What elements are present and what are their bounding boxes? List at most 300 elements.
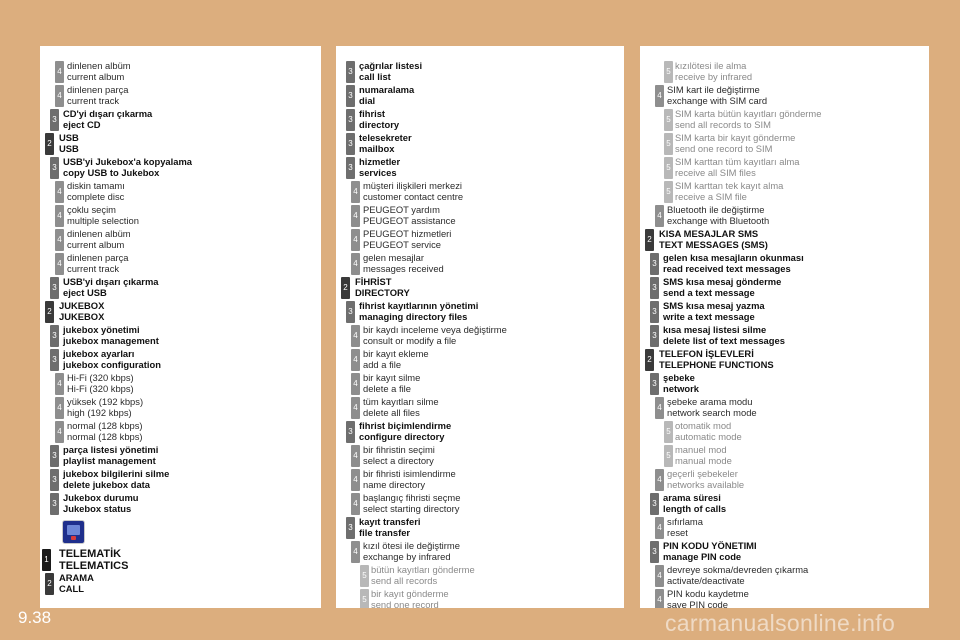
menu-entry-text — [63, 324, 159, 347]
label-turkish: çağrılar listesi — [359, 60, 423, 71]
label-english: add a file — [363, 359, 402, 371]
menu-entry-text — [663, 372, 699, 395]
menu-entry-text — [359, 108, 399, 131]
level-badge: 3 — [346, 421, 355, 443]
menu-entry — [40, 85, 321, 108]
menu-entry-text — [67, 60, 131, 83]
label-turkish: telesekreter — [359, 132, 412, 143]
level-badge: 3 — [650, 253, 659, 275]
menu-entry-text — [359, 516, 421, 539]
label-turkish: şebeke arama modu — [667, 396, 753, 407]
label-turkish: bir kayıt ekleme — [363, 348, 429, 359]
menu-entry-text — [371, 564, 475, 587]
level-badge: 4 — [351, 325, 360, 347]
level-badge: 3 — [346, 301, 355, 323]
label-english: receive by infrared — [675, 71, 753, 83]
label-english: normal (128 kbps) — [67, 431, 143, 443]
menu-entry-text — [675, 108, 821, 131]
menu-entry — [640, 397, 929, 420]
level-badge: 5 — [664, 133, 673, 155]
label-english: automatic mode — [675, 431, 742, 443]
label-turkish: CD'yi dışarı çıkarma — [63, 108, 153, 119]
unit-screen — [67, 525, 80, 535]
menu-entry — [640, 277, 929, 300]
level-badge: 4 — [55, 253, 64, 275]
menu-entry-text — [675, 60, 752, 83]
label-turkish: dinlenen parça — [67, 84, 129, 95]
level-badge: 4 — [351, 349, 360, 371]
menu-entry — [336, 61, 624, 84]
label-turkish: SMS kısa mesaj yazma — [663, 300, 765, 311]
level-badge: 3 — [50, 469, 59, 491]
label-turkish: FİHRİST — [355, 276, 392, 287]
menu-entry — [40, 349, 321, 372]
menu-entry — [336, 229, 624, 252]
level-badge: 5 — [664, 61, 673, 83]
menu-entry-text — [675, 180, 783, 203]
level-badge: 5 — [664, 157, 673, 179]
label-english: receive all SIM files — [675, 167, 756, 179]
label-english: delete a file — [363, 383, 411, 395]
label-turkish: fihrist biçimlendirme — [359, 420, 452, 431]
label-english: jukebox management — [63, 335, 159, 347]
level-badge: 4 — [55, 421, 64, 443]
label-turkish: PEUGEOT hizmetleri — [363, 228, 452, 239]
label-turkish: arama süresi — [663, 492, 721, 503]
label-english: exchange with SIM card — [667, 95, 768, 107]
label-english: PEUGEOT assistance — [363, 215, 456, 227]
menu-entry-text — [363, 252, 444, 275]
menu-column-1 — [40, 46, 321, 608]
menu-entry-text — [667, 564, 808, 587]
label-english: services — [359, 167, 397, 179]
menu-entry — [40, 573, 321, 596]
label-english: eject USB — [63, 287, 107, 299]
level-badge: 2 — [645, 229, 654, 251]
menu-entry — [40, 205, 321, 228]
label-english: network — [663, 383, 699, 395]
label-turkish: çoklu seçim — [67, 204, 116, 215]
label-english: TELEPHONE FUNCTIONS — [659, 359, 774, 371]
label-english: directory — [359, 119, 400, 131]
label-turkish: PEUGEOT yardım — [363, 204, 440, 215]
menu-entry — [640, 469, 929, 492]
menu-entry — [336, 253, 624, 276]
label-english: send one record — [371, 599, 439, 608]
label-turkish: manuel mod — [675, 444, 727, 455]
menu-entry-text — [663, 324, 785, 347]
level-badge: 4 — [351, 253, 360, 275]
label-turkish: bir fihristin seçimi — [363, 444, 435, 455]
menu-entry-text — [59, 548, 128, 572]
menu-entry-text — [663, 300, 765, 323]
label-turkish: normal (128 kbps) — [67, 420, 143, 431]
menu-entry — [336, 133, 624, 156]
label-english: manage PIN code — [663, 551, 742, 563]
menu-entry — [336, 349, 624, 372]
menu-entry — [336, 517, 624, 540]
label-english: current track — [67, 263, 120, 275]
label-turkish: TELEFON İŞLEVLERİ — [659, 348, 754, 359]
label-turkish: devreye sokma/devreden çıkarma — [667, 564, 809, 575]
label-english: TEXT MESSAGES (SMS) — [659, 239, 768, 251]
menu-entry — [336, 109, 624, 132]
menu-entry-text — [59, 132, 79, 155]
menu-entry-text — [363, 444, 435, 467]
menu-entry — [40, 181, 321, 204]
menu-entry-text — [667, 468, 744, 491]
level-badge: 3 — [346, 109, 355, 131]
menu-entry-text — [359, 84, 414, 107]
level-badge: 4 — [55, 373, 64, 395]
label-turkish: JUKEBOX — [59, 300, 105, 311]
menu-entry-text — [663, 252, 804, 275]
menu-entry-text — [359, 420, 451, 443]
label-english: TELEMATICS — [59, 560, 129, 572]
menu-entry — [40, 397, 321, 420]
level-badge: 3 — [346, 85, 355, 107]
telematics-unit-icon — [62, 520, 85, 544]
menu-entry — [40, 133, 321, 156]
label-turkish: diskin tamamı — [67, 180, 125, 191]
menu-entry — [40, 109, 321, 132]
menu-entry — [336, 157, 624, 180]
level-badge: 3 — [650, 373, 659, 395]
level-badge: 3 — [346, 61, 355, 83]
label-turkish: bir kayıt gönderme — [371, 588, 449, 599]
level-badge: 2 — [341, 277, 350, 299]
level-badge: 2 — [45, 573, 54, 595]
level-badge: 2 — [45, 133, 54, 155]
label-english: send a text message — [663, 287, 755, 299]
label-english: call list — [359, 71, 391, 83]
label-turkish: USB — [59, 132, 79, 143]
label-turkish: USB'yi dışarı çıkarma — [63, 276, 159, 287]
menu-entry-text — [667, 588, 749, 608]
label-turkish: bir fihristi isimlendirme — [363, 468, 456, 479]
label-turkish: fihrist — [359, 108, 386, 119]
label-english: configure directory — [359, 431, 445, 443]
label-turkish: bir kayıt silme — [363, 372, 421, 383]
label-turkish: dinlenen albüm — [67, 60, 131, 71]
level-badge: 3 — [346, 133, 355, 155]
level-badge: 4 — [351, 397, 360, 419]
menu-entry — [336, 85, 624, 108]
level-badge: 3 — [50, 157, 59, 179]
label-turkish: tüm kayıtları silme — [363, 396, 439, 407]
menu-entry — [336, 421, 624, 444]
menu-entry-text — [675, 420, 742, 443]
level-badge: 4 — [655, 397, 664, 419]
label-turkish: şebeke — [663, 372, 695, 383]
level-badge: 4 — [55, 229, 64, 251]
menu-entry — [640, 445, 929, 468]
label-english: current album — [67, 239, 125, 251]
menu-entry — [40, 421, 321, 444]
page-number: 9.38 — [18, 608, 52, 627]
level-badge: 2 — [45, 301, 54, 323]
menu-entry-text — [363, 540, 460, 563]
menu-entry-text — [359, 300, 478, 323]
menu-entry — [40, 445, 321, 468]
menu-entry — [640, 421, 929, 444]
level-badge: 3 — [650, 277, 659, 299]
label-english: mailbox — [359, 143, 395, 155]
label-english: network search mode — [667, 407, 757, 419]
label-english: messages received — [363, 263, 444, 275]
label-english: eject CD — [63, 119, 101, 131]
menu-entry-text — [363, 228, 451, 251]
label-turkish: SIM kart ile değiştirme — [667, 84, 760, 95]
menu-entry-text — [67, 372, 134, 395]
label-turkish: parça listesi yönetimi — [63, 444, 159, 455]
menu-entry — [336, 541, 624, 564]
label-turkish: sıfırlama — [667, 516, 703, 527]
level-badge: 3 — [346, 157, 355, 179]
label-turkish: PIN KODU YÖNETIMI — [663, 540, 757, 551]
level-badge: 4 — [351, 205, 360, 227]
level-badge: 5 — [360, 565, 369, 587]
level-badge: 5 — [664, 421, 673, 443]
menu-entry — [40, 373, 321, 396]
level-badge: 1 — [42, 549, 51, 571]
label-turkish: müşteri ilişkileri merkezi — [363, 180, 462, 191]
menu-entry-text — [363, 324, 507, 347]
label-english: delete all files — [363, 407, 420, 419]
level-badge: 3 — [50, 349, 59, 371]
level-badge: 4 — [55, 181, 64, 203]
label-english: write a text message — [663, 311, 755, 323]
level-badge: 4 — [55, 61, 64, 83]
menu-entry — [40, 469, 321, 492]
label-english: dial — [359, 95, 376, 107]
label-english: PEUGEOT service — [363, 239, 441, 251]
label-turkish: SIM karta bir kayıt gönderme — [675, 132, 796, 143]
label-english: receive a SIM file — [675, 191, 747, 203]
level-badge: 4 — [655, 565, 664, 587]
menu-entry — [40, 493, 321, 516]
level-badge: 4 — [55, 205, 64, 227]
menu-entry-text — [667, 396, 757, 419]
label-turkish: SIM karta bütün kayıtları gönderme — [675, 108, 822, 119]
level-badge: 4 — [351, 541, 360, 563]
label-turkish: kayıt transferi — [359, 516, 421, 527]
menu-entry — [640, 493, 929, 516]
menu-entry — [640, 85, 929, 108]
level-badge: 4 — [351, 373, 360, 395]
menu-entry-text — [363, 348, 429, 371]
label-turkish: Hi-Fi (320 kbps) — [67, 372, 134, 383]
menu-entry — [640, 301, 929, 324]
menu-entry — [640, 61, 929, 84]
level-badge: 4 — [655, 517, 664, 539]
level-badge: 5 — [664, 445, 673, 467]
label-english: exchange by infrared — [363, 551, 451, 563]
menu-entry — [640, 157, 929, 180]
menu-entry-text — [63, 108, 152, 131]
label-english: customer contact centre — [363, 191, 464, 203]
label-english: USB — [59, 143, 79, 155]
menu-entry-text — [63, 276, 159, 299]
menu-entry-text — [63, 156, 192, 179]
menu-entry-text — [67, 204, 139, 227]
label-english: name directory — [363, 479, 426, 491]
label-turkish: bütün kayıtları gönderme — [371, 564, 475, 575]
menu-entry-text — [659, 228, 768, 251]
watermark: carmanualsonline.info — [665, 610, 896, 636]
label-turkish: kızıl ötesi ile değiştirme — [363, 540, 460, 551]
menu-entry — [640, 229, 929, 252]
level-badge: 4 — [351, 229, 360, 251]
level-badge: 3 — [650, 301, 659, 323]
label-english: activate/deactivate — [667, 575, 745, 587]
level-badge: 4 — [655, 589, 664, 608]
label-turkish: dinlenen albüm — [67, 228, 131, 239]
label-english: multiple selection — [67, 215, 139, 227]
menu-entry-text — [355, 276, 410, 299]
level-badge: 4 — [351, 445, 360, 467]
label-turkish: USB'yi Jukebox'a kopyalama — [63, 156, 192, 167]
menu-entry — [336, 205, 624, 228]
menu-entry-text — [663, 492, 726, 515]
level-badge: 5 — [664, 109, 673, 131]
label-turkish: otomatik mod — [675, 420, 732, 431]
label-turkish: dinlenen parça — [67, 252, 129, 263]
menu-entry — [336, 469, 624, 492]
menu-entry-text — [63, 492, 139, 515]
label-turkish: fihrist kayıtlarının yönetimi — [359, 300, 479, 311]
label-english: JUKEBOX — [59, 311, 105, 323]
menu-entry — [336, 565, 624, 588]
menu-entry-text — [667, 204, 769, 227]
menu-entry-text — [359, 60, 422, 83]
label-turkish: numaralama — [359, 84, 415, 95]
label-english: save PIN code — [667, 599, 728, 608]
menu-entry-text — [67, 84, 129, 107]
label-english: read received text messages — [663, 263, 791, 275]
label-turkish: SIM karttan tüm kayıtları alma — [675, 156, 800, 167]
level-badge: 3 — [346, 517, 355, 539]
label-english: exchange with Bluetooth — [667, 215, 770, 227]
label-turkish: başlangıç fihristi seçme — [363, 492, 461, 503]
label-english: delete list of text messages — [663, 335, 785, 347]
menu-entry-text — [363, 372, 420, 395]
label-english: consult or modify a file — [363, 335, 457, 347]
level-badge: 3 — [50, 109, 59, 131]
label-english: jukebox configuration — [63, 359, 161, 371]
menu-entry-text — [67, 180, 125, 203]
menu-entry — [336, 445, 624, 468]
label-english: Jukebox status — [63, 503, 132, 515]
menu-entry — [640, 589, 929, 608]
menu-entry — [336, 493, 624, 516]
menu-entry — [336, 397, 624, 420]
level-badge: 3 — [50, 445, 59, 467]
menu-entry-text — [659, 348, 774, 371]
menu-entry — [336, 589, 624, 608]
menu-entry-text — [63, 348, 161, 371]
menu-entry-text — [667, 516, 703, 539]
menu-entry — [336, 181, 624, 204]
label-turkish: PIN kodu kaydetme — [667, 588, 749, 599]
label-english: playlist management — [63, 455, 156, 467]
label-english: send one record to SIM — [675, 143, 773, 155]
level-badge: 4 — [655, 205, 664, 227]
level-badge: 3 — [650, 325, 659, 347]
menu-column-2 — [336, 46, 624, 608]
menu-entry-text — [663, 540, 757, 563]
label-turkish: jukebox ayarları — [63, 348, 135, 359]
label-turkish: TELEMATİK — [59, 548, 122, 560]
menu-entry-text — [63, 468, 169, 491]
menu-entry-text — [359, 132, 412, 155]
label-english: networks available — [667, 479, 745, 491]
menu-entry — [640, 133, 929, 156]
label-english: manual mode — [675, 455, 732, 467]
label-turkish: SIM karttan tek kayıt alma — [675, 180, 784, 191]
level-badge: 5 — [360, 589, 369, 608]
menu-entry — [336, 325, 624, 348]
label-english: length of calls — [663, 503, 727, 515]
menu-entry — [640, 517, 929, 540]
label-turkish: kızılötesi ile alma — [675, 60, 747, 71]
label-english: CALL — [59, 583, 84, 595]
label-turkish: Jukebox durumu — [63, 492, 139, 503]
menu-entry-text — [675, 444, 732, 467]
menu-entry — [40, 157, 321, 180]
label-english: Hi-Fi (320 kbps) — [67, 383, 134, 395]
menu-entry-text — [363, 492, 460, 515]
menu-entry — [40, 277, 321, 300]
menu-entry — [336, 277, 624, 300]
menu-entry — [640, 253, 929, 276]
unit-indicator — [71, 536, 76, 540]
label-turkish: SMS kısa mesaj gönderme — [663, 276, 782, 287]
level-badge: 4 — [55, 397, 64, 419]
label-turkish: gelen mesajlar — [363, 252, 424, 263]
menu-entry — [40, 61, 321, 84]
menu-entry-text — [667, 84, 767, 107]
label-english: send all records to SIM — [675, 119, 771, 131]
level-badge: 4 — [655, 85, 664, 107]
label-english: copy USB to Jukebox — [63, 167, 160, 179]
menu-entry — [640, 349, 929, 372]
level-badge: 3 — [50, 325, 59, 347]
label-english: current album — [67, 71, 125, 83]
menu-column-3 — [640, 46, 929, 608]
menu-entry — [336, 301, 624, 324]
menu-entry — [640, 325, 929, 348]
menu-entry-text — [67, 228, 131, 251]
menu-entry-text — [363, 180, 463, 203]
label-turkish: ARAMA — [59, 572, 94, 583]
level-badge: 3 — [50, 277, 59, 299]
menu-entry-text — [59, 572, 94, 595]
label-turkish: jukebox bilgilerini silme — [63, 468, 170, 479]
menu-entry — [40, 253, 321, 276]
menu-entry-text — [363, 468, 456, 491]
level-badge: 3 — [650, 493, 659, 515]
menu-entry-text — [371, 588, 449, 608]
level-badge: 5 — [664, 181, 673, 203]
label-turkish: gelen kısa mesajların okunması — [663, 252, 804, 263]
level-badge: 4 — [351, 469, 360, 491]
label-english: select starting directory — [363, 503, 460, 515]
menu-entry — [336, 373, 624, 396]
label-english: high (192 kbps) — [67, 407, 132, 419]
label-english: managing directory files — [359, 311, 468, 323]
level-badge: 3 — [50, 493, 59, 515]
